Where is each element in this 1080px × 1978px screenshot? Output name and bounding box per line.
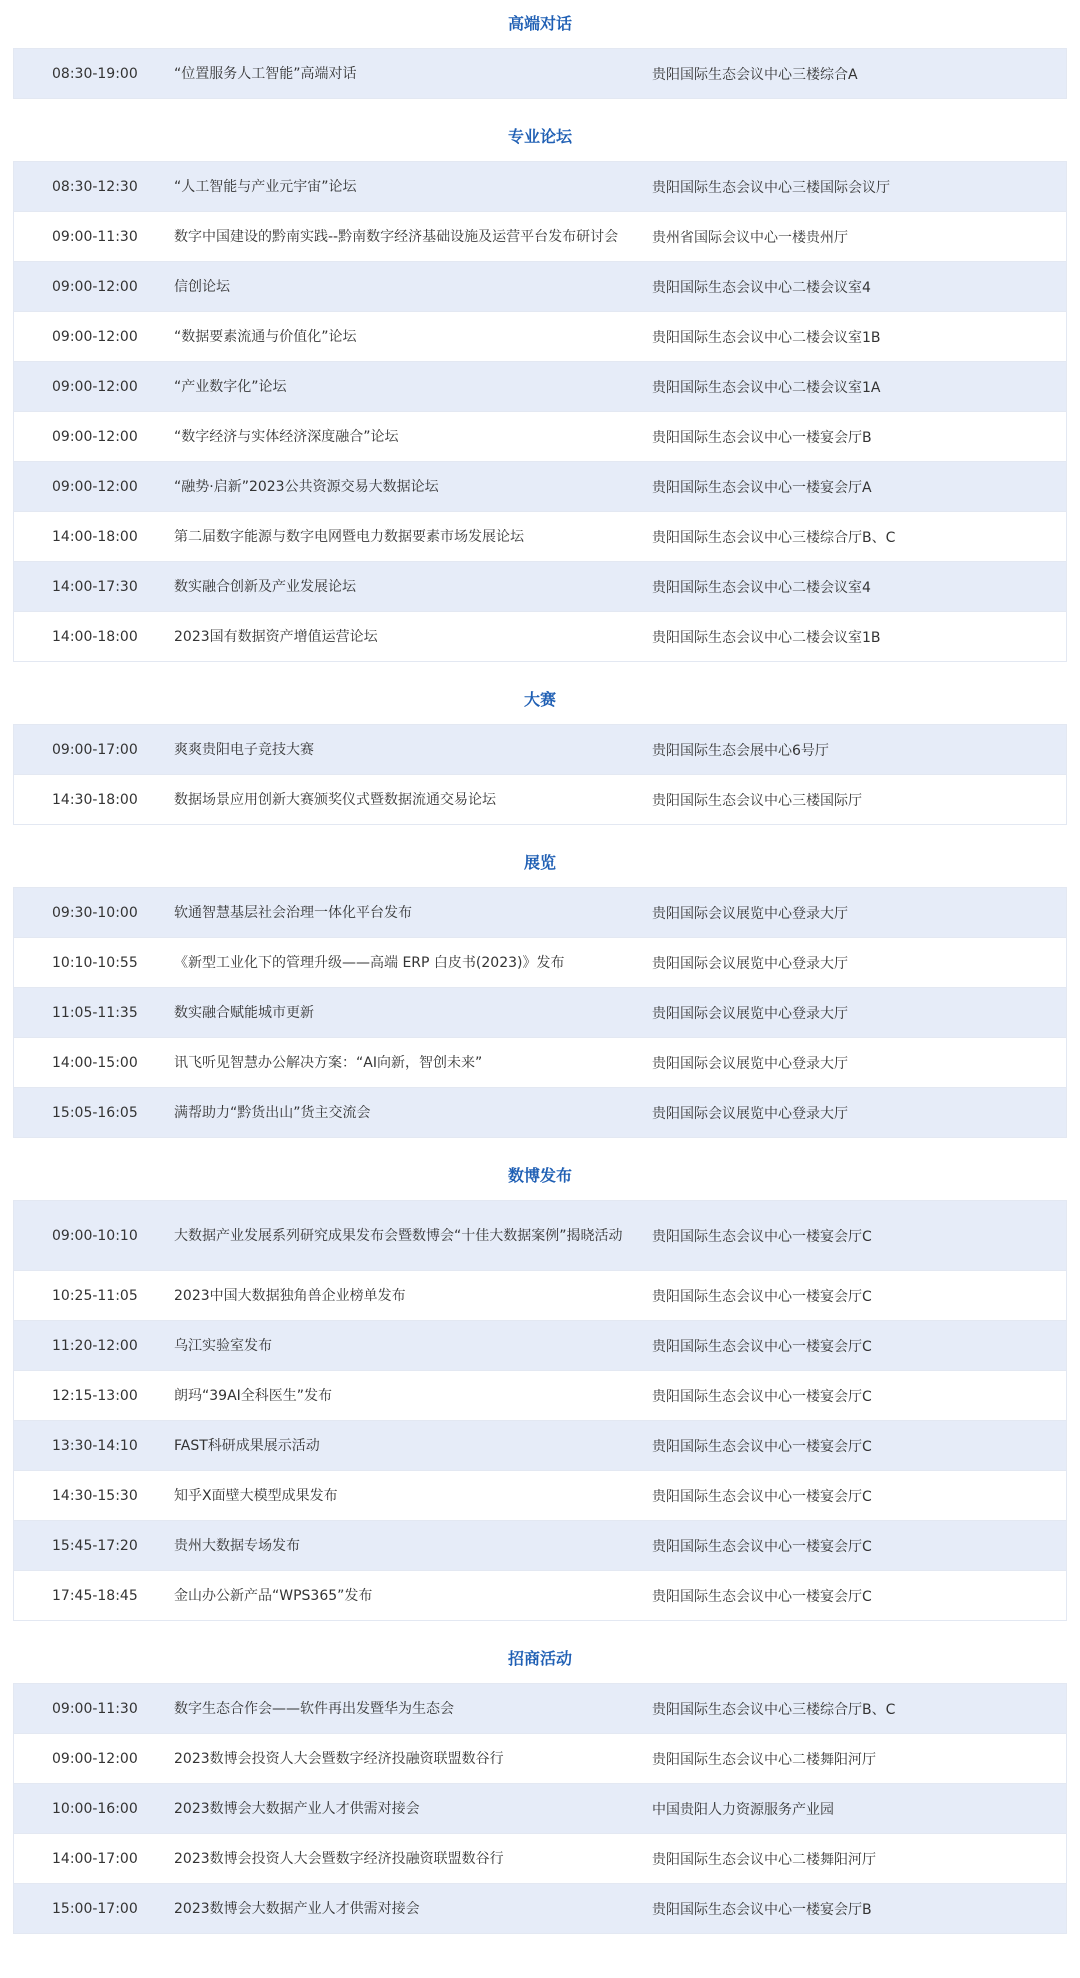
table-row <box>14 461 1066 511</box>
event-venue: 贵阳国际生态会议中心一楼宴会厅C <box>652 1228 872 1245</box>
event-name: 数字中国建设的黔南实践--黔南数字经济基础设施及运营平台发布研讨会 <box>174 228 619 245</box>
event-venue: 贵州省国际会议中心一楼贵州厅 <box>652 229 848 246</box>
event-time: 13:30-14:10 <box>52 1437 138 1454</box>
table-row <box>14 774 1066 824</box>
event-time: 15:05-16:05 <box>52 1104 138 1121</box>
table-row <box>14 1883 1066 1933</box>
event-time: 09:00-12:00 <box>52 328 138 345</box>
event-time: 14:00-15:00 <box>52 1054 138 1071</box>
event-venue: 贵阳国际生态会议中心一楼宴会厅C <box>652 1288 872 1305</box>
table-row <box>14 611 1066 661</box>
schedule-table <box>13 1683 1067 1934</box>
event-venue: 贵阳国际生态会议中心三楼国际会议厅 <box>652 179 890 196</box>
event-venue: 贵阳国际生态会议中心三楼综合厅B、C <box>652 1701 896 1718</box>
event-venue: 贵阳国际会议展览中心登录大厅 <box>652 1105 848 1122</box>
event-name: 2023国有数据资产增值运营论坛 <box>174 628 378 645</box>
event-venue: 贵阳国际生态会议中心二楼会议室1B <box>652 629 881 646</box>
table-row <box>14 1087 1066 1137</box>
section-title: 大赛 <box>523 690 556 709</box>
table-row <box>14 511 1066 561</box>
schedule-section <box>0 1152 1080 1621</box>
schedule-table <box>13 48 1067 99</box>
event-venue: 贵阳国际会议展览中心登录大厅 <box>652 955 848 972</box>
event-name: 数实融合创新及产业发展论坛 <box>174 578 356 595</box>
event-name: “产业数字化”论坛 <box>174 378 287 395</box>
event-venue: 贵阳国际生态会议中心二楼会议室4 <box>652 279 871 296</box>
table-row <box>14 361 1066 411</box>
table-row <box>14 1783 1066 1833</box>
event-time: 15:45-17:20 <box>52 1537 138 1554</box>
event-name: “融势·启新”2023公共资源交易大数据论坛 <box>174 478 439 495</box>
event-venue: 贵阳国际生态会展中心6号厅 <box>652 742 829 759</box>
event-venue: 贵阳国际生态会议中心二楼会议室1A <box>652 379 881 396</box>
table-row <box>14 261 1066 311</box>
event-venue: 贵阳国际生态会议中心一楼宴会厅C <box>652 1488 872 1505</box>
event-time: 08:30-12:30 <box>52 178 138 195</box>
event-venue: 中国贵阳人力资源服务产业园 <box>652 1801 834 1818</box>
table-row <box>14 1200 1066 1270</box>
event-time: 14:00-18:00 <box>52 628 138 645</box>
event-time: 17:45-18:45 <box>52 1587 138 1604</box>
schedule-section <box>0 1635 1080 1934</box>
table-row <box>14 211 1066 261</box>
event-time: 09:30-10:00 <box>52 904 138 921</box>
table-row <box>14 1470 1066 1520</box>
event-venue: 贵阳国际生态会议中心一楼宴会厅C <box>652 1438 872 1455</box>
table-row <box>14 1370 1066 1420</box>
table-row <box>14 48 1066 98</box>
schedule-section <box>0 676 1080 825</box>
schedule-section <box>0 839 1080 1138</box>
event-name: “人工智能与产业元宇宙”论坛 <box>174 178 357 195</box>
event-name: 数实融合赋能城市更新 <box>174 1004 314 1021</box>
event-venue: 贵阳国际生态会议中心二楼舞阳河厅 <box>652 1851 876 1868</box>
event-time: 10:25-11:05 <box>52 1287 138 1304</box>
schedule-table <box>13 1200 1067 1621</box>
event-time: 09:00-12:00 <box>52 378 138 395</box>
event-time: 11:20-12:00 <box>52 1337 138 1354</box>
event-time: 09:00-10:10 <box>52 1227 138 1244</box>
event-time: 15:00-17:00 <box>52 1900 138 1917</box>
event-name: 爽爽贵阳电子竞技大赛 <box>174 741 314 758</box>
table-row <box>14 887 1066 937</box>
table-row <box>14 1570 1066 1620</box>
schedule-table <box>13 724 1067 825</box>
table-row <box>14 987 1066 1037</box>
event-name: 朗玛“39AI全科医生”发布 <box>174 1387 333 1404</box>
event-time: 14:30-15:30 <box>52 1487 138 1504</box>
event-name: 软通智慧基层社会治理一体化平台发布 <box>174 904 412 921</box>
event-time: 10:00-16:00 <box>52 1800 138 1817</box>
section-title: 数博发布 <box>507 1166 572 1185</box>
table-row <box>14 161 1066 211</box>
event-venue: 贵阳国际生态会议中心一楼宴会厅B <box>652 429 872 446</box>
schedule-table <box>13 161 1067 662</box>
table-row <box>14 411 1066 461</box>
event-name: FAST科研成果展示活动 <box>174 1437 320 1454</box>
event-venue: 贵阳国际生态会议中心一楼宴会厅A <box>652 479 872 496</box>
event-venue: 贵阳国际生态会议中心一楼宴会厅C <box>652 1338 872 1355</box>
section-title: 专业论坛 <box>507 127 572 146</box>
event-venue: 贵阳国际会议展览中心登录大厅 <box>652 1005 848 1022</box>
section-title: 招商活动 <box>507 1649 572 1668</box>
event-name: 金山办公新产品“WPS365”发布 <box>174 1587 373 1604</box>
table-row <box>14 311 1066 361</box>
event-time: 10:10-10:55 <box>52 954 138 971</box>
event-name: 2023数博会大数据产业人才供需对接会 <box>174 1800 420 1817</box>
table-row <box>14 1270 1066 1320</box>
section-title: 高端对话 <box>507 14 572 33</box>
event-name: 2023中国大数据独角兽企业榜单发布 <box>174 1287 406 1304</box>
event-name: 大数据产业发展系列研究成果发布会暨数博会“十佳大数据案例”揭晓活动 <box>174 1227 623 1244</box>
table-row <box>14 937 1066 987</box>
event-name: 信创论坛 <box>174 278 230 295</box>
event-time: 09:00-12:00 <box>52 428 138 445</box>
event-venue: 贵阳国际生态会议中心三楼综合厅B、C <box>652 529 896 546</box>
table-row <box>14 1037 1066 1087</box>
event-name: 讯飞听见智慧办公解决方案：“AI向新，智创未来” <box>174 1054 483 1071</box>
event-time: 09:00-12:00 <box>52 278 138 295</box>
event-name: “数字经济与实体经济深度融合”论坛 <box>174 428 399 445</box>
section-title: 展览 <box>523 853 556 872</box>
table-row <box>14 1320 1066 1370</box>
event-venue: 贵阳国际生态会议中心一楼宴会厅C <box>652 1588 872 1605</box>
event-time: 14:00-17:30 <box>52 578 138 595</box>
event-venue: 贵阳国际生态会议中心一楼宴会厅C <box>652 1388 872 1405</box>
event-name: 贵州大数据专场发布 <box>174 1537 300 1554</box>
schedule-table <box>13 887 1067 1138</box>
event-name: 2023数博会大数据产业人才供需对接会 <box>174 1900 420 1917</box>
event-venue: 贵阳国际生态会议中心三楼综合A <box>652 66 858 83</box>
event-time: 09:00-11:30 <box>52 228 138 245</box>
event-venue: 贵阳国际生态会议中心一楼宴会厅C <box>652 1538 872 1555</box>
event-venue: 贵阳国际会议展览中心登录大厅 <box>652 1055 848 1072</box>
table-row <box>14 561 1066 611</box>
event-name: 2023数博会投资人大会暨数字经济投融资联盟数谷行 <box>174 1750 504 1767</box>
event-time: 09:00-11:30 <box>52 1700 138 1717</box>
table-row <box>14 1833 1066 1883</box>
table-row <box>14 1683 1066 1733</box>
event-name: “位置服务人工智能”高端对话 <box>174 65 357 82</box>
event-venue: 贵阳国际生态会议中心三楼国际厅 <box>652 792 862 809</box>
event-time: 14:30-18:00 <box>52 791 138 808</box>
event-time: 09:00-12:00 <box>52 478 138 495</box>
event-time: 09:00-12:00 <box>52 1750 138 1767</box>
event-name: 数字生态合作会——软件再出发暨华为生态会 <box>174 1700 454 1717</box>
event-time: 12:15-13:00 <box>52 1387 138 1404</box>
table-row <box>14 724 1066 774</box>
event-time: 14:00-17:00 <box>52 1850 138 1867</box>
event-venue: 贵阳国际生态会议中心二楼会议室4 <box>652 579 871 596</box>
event-name: 第二届数字能源与数字电网暨电力数据要素市场发展论坛 <box>174 528 524 545</box>
event-name: 2023数博会投资人大会暨数字经济投融资联盟数谷行 <box>174 1850 504 1867</box>
event-time: 09:00-17:00 <box>52 741 138 758</box>
event-venue: 贵阳国际生态会议中心二楼舞阳河厅 <box>652 1751 876 1768</box>
table-row <box>14 1420 1066 1470</box>
event-time: 08:30-19:00 <box>52 65 138 82</box>
event-name: 乌江实验室发布 <box>174 1337 272 1354</box>
event-time: 14:00-18:00 <box>52 528 138 545</box>
event-venue: 贵阳国际会议展览中心登录大厅 <box>652 905 848 922</box>
event-name: 《新型工业化下的管理升级——高端 ERP 白皮书(2023)》发布 <box>174 954 565 971</box>
schedule-section <box>0 0 1080 99</box>
event-name: 数据场景应用创新大赛颁奖仪式暨数据流通交易论坛 <box>174 791 496 808</box>
event-name: 满帮助力“黔货出山”货主交流会 <box>174 1104 371 1121</box>
table-row <box>14 1733 1066 1783</box>
schedule-section <box>0 113 1080 662</box>
event-name: “数据要素流通与价值化”论坛 <box>174 328 357 345</box>
event-name: 知乎X面壁大模型成果发布 <box>174 1487 338 1504</box>
event-time: 11:05-11:35 <box>52 1004 138 1021</box>
event-venue: 贵阳国际生态会议中心一楼宴会厅B <box>652 1901 872 1918</box>
table-row <box>14 1520 1066 1570</box>
event-venue: 贵阳国际生态会议中心二楼会议室1B <box>652 329 881 346</box>
